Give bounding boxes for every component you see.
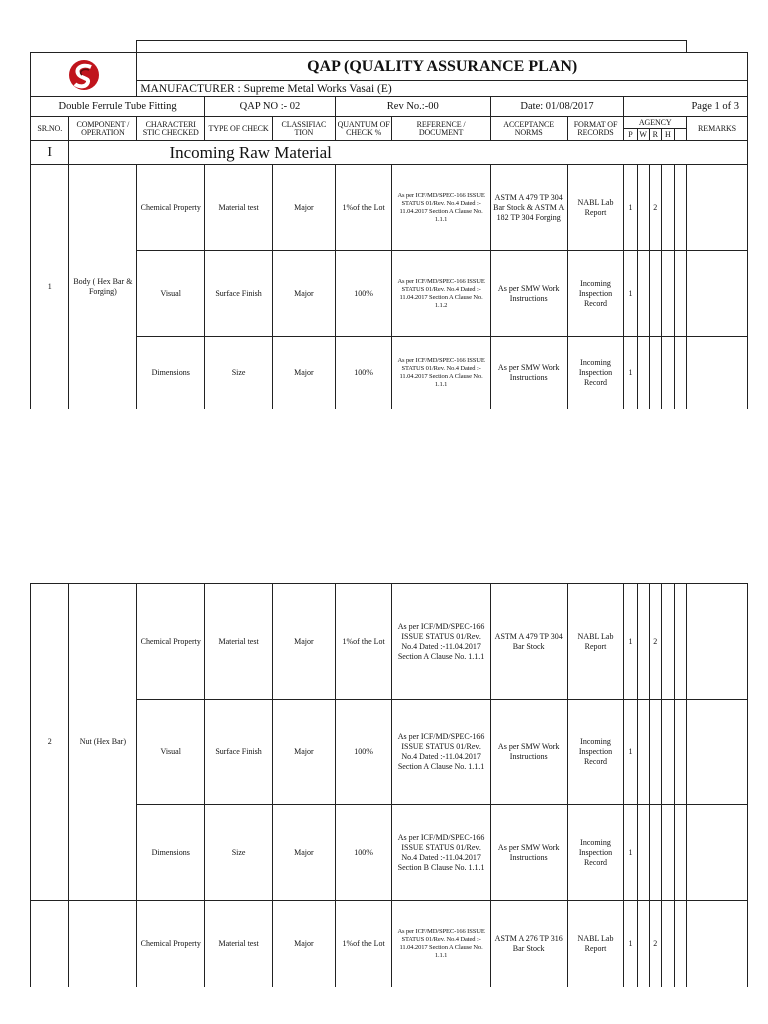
reference-cell: As per ICF/MD/SPEC-166 ISSUE STATUS 01/Rev. No.4 Dated :- 11.04.2017 Section A Clause No. 1.1.1 xyxy=(392,901,490,987)
quantum-cell: 100% xyxy=(335,337,392,409)
section-number: I xyxy=(31,141,69,165)
agency-p-cell: 1 xyxy=(624,337,637,409)
agency-p-cell: 1 xyxy=(624,700,637,805)
reference-cell: As per ICF/MD/SPEC-166 ISSUE STATUS 01/Rev. No.4 Dated :-11.04.2017 Section A Clause No. 1.1.1 xyxy=(392,584,490,700)
reference-cell: As per ICF/MD/SPEC-166 ISSUE STATUS 01/Rev. No.4 Dated :- 11.04.2017 Section A Clause No. 1.1.2 xyxy=(392,251,490,337)
reference-cell: As per ICF/MD/SPEC-166 ISSUE STATUS 01/Rev. No.4 Dated :-11.04.2017 Section A Clause No. 1.1.1 xyxy=(392,700,490,805)
agency-r-cell: 2 xyxy=(649,901,661,987)
sr-cell: 1 xyxy=(31,165,69,409)
type-cell: Size xyxy=(205,805,273,901)
col-remarks: REMARKS xyxy=(687,117,748,141)
quantum-cell: 100% xyxy=(335,700,392,805)
acceptance-cell: ASTM A 479 TP 304 Bar Stock xyxy=(490,584,567,700)
col-agency-p: P xyxy=(624,129,637,141)
col-format: FORMAT OF RECORDS xyxy=(567,117,624,141)
format-cell: Incoming Inspection Record xyxy=(567,337,624,409)
characteristic-cell: Visual xyxy=(137,700,205,805)
table-row xyxy=(31,165,748,251)
agency-p-cell: 1 xyxy=(624,584,637,700)
type-cell: Surface Finish xyxy=(205,251,273,337)
type-cell: Material test xyxy=(205,901,273,987)
characteristic-cell: Chemical Property xyxy=(137,584,205,700)
format-cell: Incoming Inspection Record xyxy=(567,805,624,901)
acceptance-cell: ASTM A 479 TP 304 Bar Stock & ASTM A 182 TP 304 Forging xyxy=(490,165,567,251)
section-title: Incoming Raw Material xyxy=(69,141,748,165)
col-acceptance: ACCEPTANCE NORMS xyxy=(490,117,567,141)
col-agency-h: H xyxy=(661,129,674,141)
col-characteristic: CHARACTERI STIC CHECKED xyxy=(137,117,205,141)
quantum-cell: 1%of the Lot xyxy=(335,584,392,700)
col-agency-w: W xyxy=(637,129,649,141)
table-row xyxy=(31,901,748,987)
qap-header-table xyxy=(30,40,748,409)
quantum-cell: 100% xyxy=(335,251,392,337)
quantum-cell: 100% xyxy=(335,805,392,901)
agency-p-cell: 1 xyxy=(624,251,637,337)
agency-p-cell: 1 xyxy=(624,901,637,987)
revision-number: Rev No.:-00 xyxy=(335,97,490,117)
classification-cell: Major xyxy=(273,700,336,805)
classification-cell: Major xyxy=(273,165,336,251)
type-cell: Size xyxy=(205,337,273,409)
type-cell: Material test xyxy=(205,165,273,251)
table-row xyxy=(31,805,748,901)
agency-p-cell: 1 xyxy=(624,165,637,251)
table-row xyxy=(31,337,748,409)
acceptance-cell: ASTM A 276 TP 316 Bar Stock xyxy=(490,901,567,987)
format-cell: Incoming Inspection Record xyxy=(567,700,624,805)
col-agency: AGENCY xyxy=(624,117,687,129)
col-classification: CLASSIFIAC TION xyxy=(273,117,336,141)
classification-cell: Major xyxy=(273,337,336,409)
qap-number: QAP NO :- 02 xyxy=(205,97,336,117)
table-row xyxy=(31,700,748,805)
table-row xyxy=(31,584,748,700)
acceptance-cell: As per SMW Work Instructions xyxy=(490,251,567,337)
format-cell: NABL Lab Report xyxy=(567,584,624,700)
type-cell: Surface Finish xyxy=(205,700,273,805)
agency-r-cell: 2 xyxy=(649,165,661,251)
classification-cell: Major xyxy=(273,805,336,901)
classification-cell: Major xyxy=(273,251,336,337)
manufacturer-label: MANUFACTURER : Supreme Metal Works Vasai (E) xyxy=(137,81,748,97)
col-quantum: QUANTUM OF CHECK % xyxy=(335,117,392,141)
col-reference: REFERENCE / DOCUMENT xyxy=(392,117,490,141)
quantum-cell: 1%of the Lot xyxy=(335,165,392,251)
agency-r-cell: 2 xyxy=(649,584,661,700)
type-cell: Material test xyxy=(205,584,273,700)
acceptance-cell: As per SMW Work Instructions xyxy=(490,337,567,409)
document-date: Date: 01/08/2017 xyxy=(490,97,624,117)
sr-cell: 2 xyxy=(31,584,69,901)
component-cell: Nut (Hex Bar) xyxy=(69,584,137,901)
format-cell: NABL Lab Report xyxy=(567,901,624,987)
component-cell: Body ( Hex Bar & Forging) xyxy=(69,165,137,409)
col-type-of-check: TYPE OF CHECK xyxy=(205,117,273,141)
classification-cell: Major xyxy=(273,901,336,987)
reference-cell: As per ICF/MD/SPEC-166 ISSUE STATUS 01/Rev. No.4 Dated :-11.04.2017 Section B Clause No. 1.1.1 xyxy=(392,805,490,901)
format-cell: NABL Lab Report xyxy=(567,165,624,251)
acceptance-cell: As per SMW Work Instructions xyxy=(490,805,567,901)
col-component: COMPONENT / OPERATION xyxy=(69,117,137,141)
characteristic-cell: Dimensions xyxy=(137,337,205,409)
classification-cell: Major xyxy=(273,584,336,700)
col-sr-no: SR.NO. xyxy=(31,117,69,141)
characteristic-cell: Chemical Property xyxy=(137,165,205,251)
characteristic-cell: Dimensions xyxy=(137,805,205,901)
acceptance-cell: As per SMW Work Instructions xyxy=(490,700,567,805)
document-title: QAP (QUALITY ASSURANCE PLAN) xyxy=(137,53,748,81)
page-number: Page 1 of 3 xyxy=(624,97,748,117)
product-name: Double Ferrule Tube Fitting xyxy=(31,97,205,117)
characteristic-cell: Chemical Property xyxy=(137,901,205,987)
reference-cell: As per ICF/MD/SPEC-166 ISSUE STATUS 01/Rev. No.4 Dated :- 11.04.2017 Section A Clause No. 1.1.1 xyxy=(392,337,490,409)
logo-cell xyxy=(31,53,137,97)
company-logo-icon xyxy=(32,58,135,92)
quantum-cell: 1%of the Lot xyxy=(335,901,392,987)
format-cell: Incoming Inspection Record xyxy=(567,251,624,337)
table-row xyxy=(31,251,748,337)
col-agency-r: R xyxy=(649,129,661,141)
qap-items-table xyxy=(30,583,748,987)
characteristic-cell: Visual xyxy=(137,251,205,337)
agency-p-cell: 1 xyxy=(624,805,637,901)
reference-cell: As per ICF/MD/SPEC-166 ISSUE STATUS 01/Rev. No.4 Dated :- 11.04.2017 Section A Clause No. 1.1.1 xyxy=(392,165,490,251)
